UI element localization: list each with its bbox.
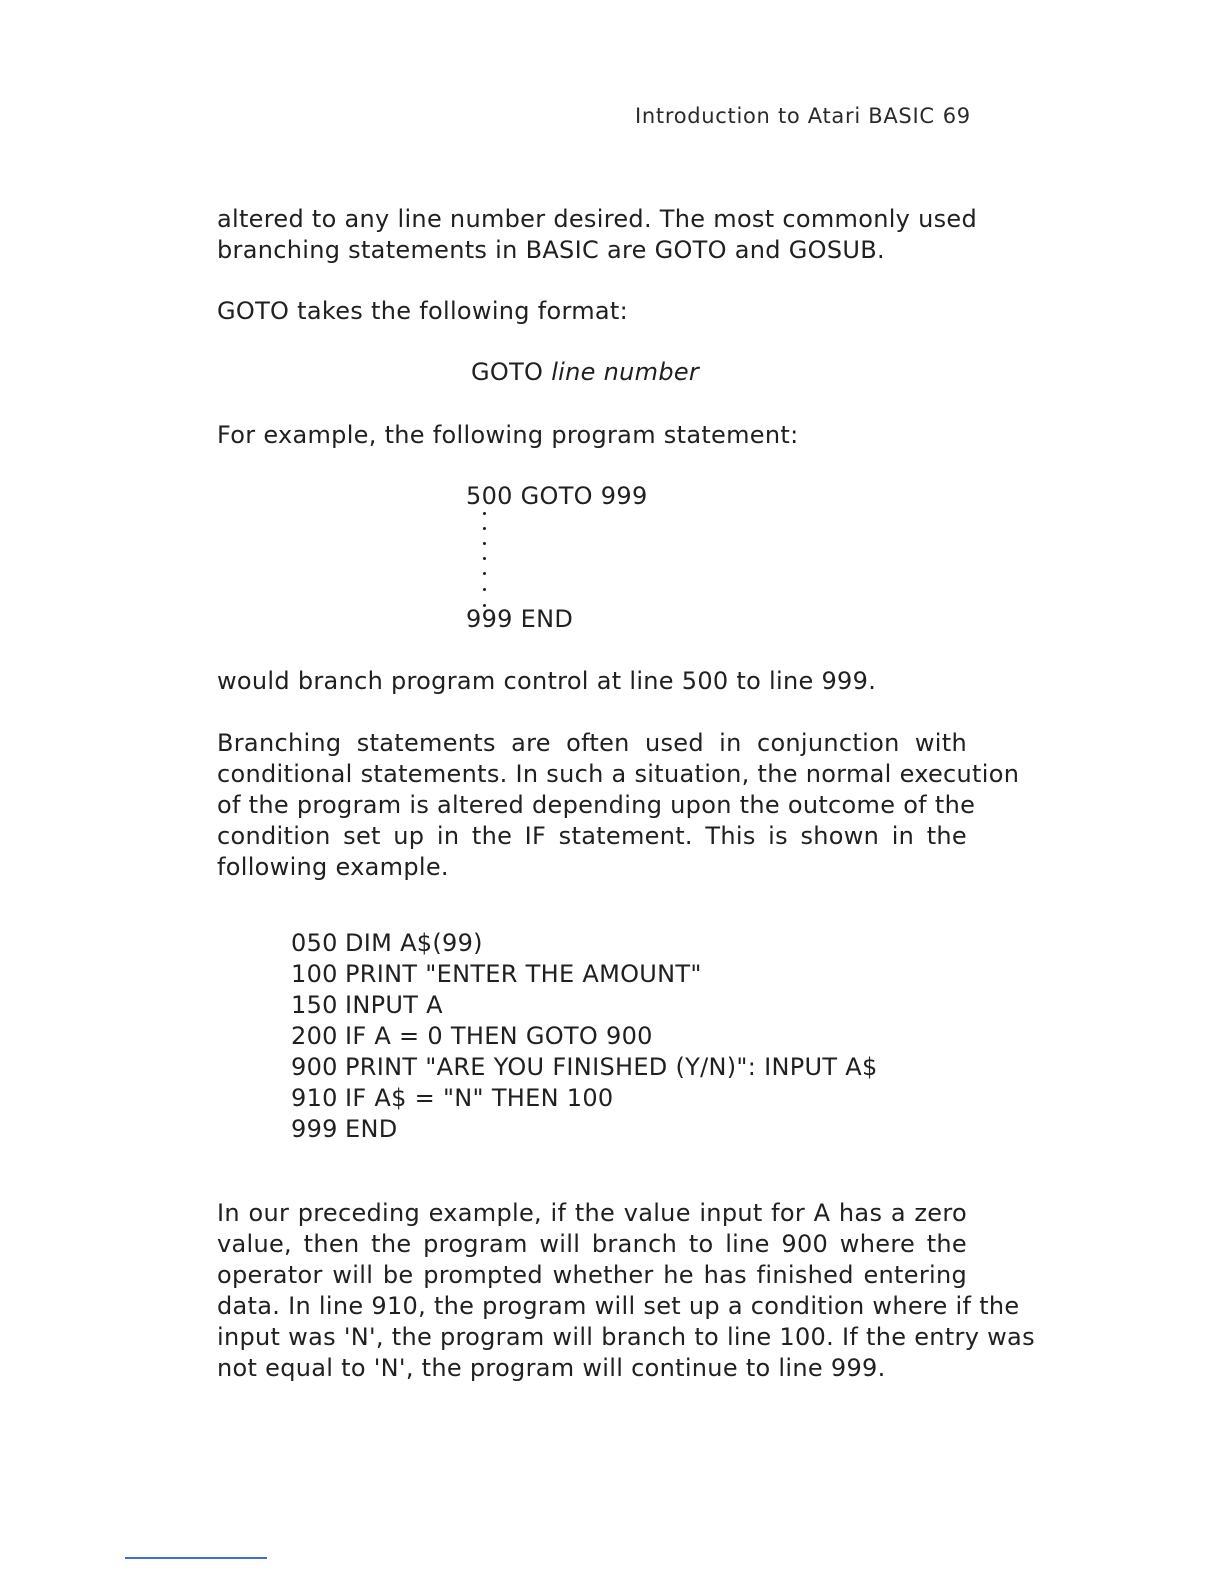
- ellipsis-dot: [483, 542, 486, 545]
- text-line: In our preceding example, if the value input for A has a zero: [217, 1199, 967, 1227]
- text-line: data. In line 910, the program will set up a condition where if the: [217, 1292, 1020, 1320]
- text-line: input was 'N', the program will branch to line 100. If the entry was: [217, 1323, 1035, 1351]
- text-line: operator will be prompted whether he has finished entering: [217, 1261, 967, 1289]
- ellipsis-dot: [483, 557, 486, 560]
- line-number: 900: [291, 1053, 338, 1081]
- ellipsis-dot: [483, 572, 486, 575]
- paragraph-example-explanation: would branch program control at line 500 to line 999.: [217, 667, 877, 695]
- running-title: Introduction to Atari BASIC: [635, 104, 935, 128]
- paragraph-conditional-branching: [217, 728, 1020, 883]
- program-line: [291, 959, 878, 990]
- text-line: altered to any line number desired. The most commonly used: [217, 205, 978, 233]
- example-code-first-line: 500 GOTO 999: [466, 482, 648, 510]
- program-line: [291, 928, 878, 959]
- line-number: 100: [291, 960, 338, 988]
- program-line: [291, 1114, 878, 1145]
- ellipsis-dot: [483, 527, 486, 530]
- footer-rule: [125, 1557, 267, 1559]
- text-line: not equal to 'N', the program will continue to line 999.: [217, 1354, 886, 1382]
- line-code: END: [345, 1115, 398, 1143]
- line-code: INPUT A: [345, 991, 443, 1019]
- example-code-last-line: 999 END: [466, 605, 574, 633]
- line-number: 050: [291, 929, 338, 957]
- line-number: 150: [291, 991, 338, 1019]
- running-header: [635, 104, 971, 128]
- text-line: condition set up in the IF statement. This is shown in the: [217, 822, 967, 850]
- page-number: 69: [942, 104, 971, 128]
- line-number: 910: [291, 1084, 338, 1112]
- ellipsis-dot: [483, 588, 486, 591]
- syntax-keyword: GOTO: [471, 358, 544, 386]
- line-code: IF A$ = "N" THEN 100: [345, 1084, 614, 1112]
- line-number: 200: [291, 1022, 338, 1050]
- text-line: conditional statements. In such a situation, the normal execution: [217, 760, 1020, 788]
- paragraph-branching-intro: [217, 204, 978, 266]
- text-line: branching statements in BASIC are GOTO and GOSUB.: [217, 236, 885, 264]
- line-code: PRINT "ARE YOU FINISHED (Y/N)": INPUT A$: [345, 1053, 878, 1081]
- program-line: [291, 1052, 878, 1083]
- paragraph-program-explanation: [217, 1198, 1035, 1384]
- line-number: 999: [291, 1115, 338, 1143]
- line-code: DIM A$(99): [345, 929, 483, 957]
- line-code: PRINT "ENTER THE AMOUNT": [345, 960, 702, 988]
- text-line: value, then the program will branch to line 900 where the: [217, 1230, 967, 1258]
- line-code: IF A = 0 THEN GOTO 900: [345, 1022, 653, 1050]
- text-line: following example.: [217, 853, 449, 881]
- text-line: of the program is altered depending upon the outcome of the: [217, 791, 976, 819]
- text-line: Branching statements are often used in conjunction with: [217, 729, 967, 757]
- program-line: [291, 1021, 878, 1052]
- ellipsis-dot: [483, 512, 486, 515]
- program-line: [291, 1083, 878, 1114]
- paragraph-example-intro: For example, the following program statement:: [217, 421, 799, 449]
- paragraph-goto-format-intro: GOTO takes the following format:: [217, 297, 629, 325]
- goto-format-syntax: [471, 358, 699, 386]
- syntax-argument: line number: [551, 358, 700, 386]
- program-line: [291, 990, 878, 1021]
- program-listing: [291, 928, 878, 1145]
